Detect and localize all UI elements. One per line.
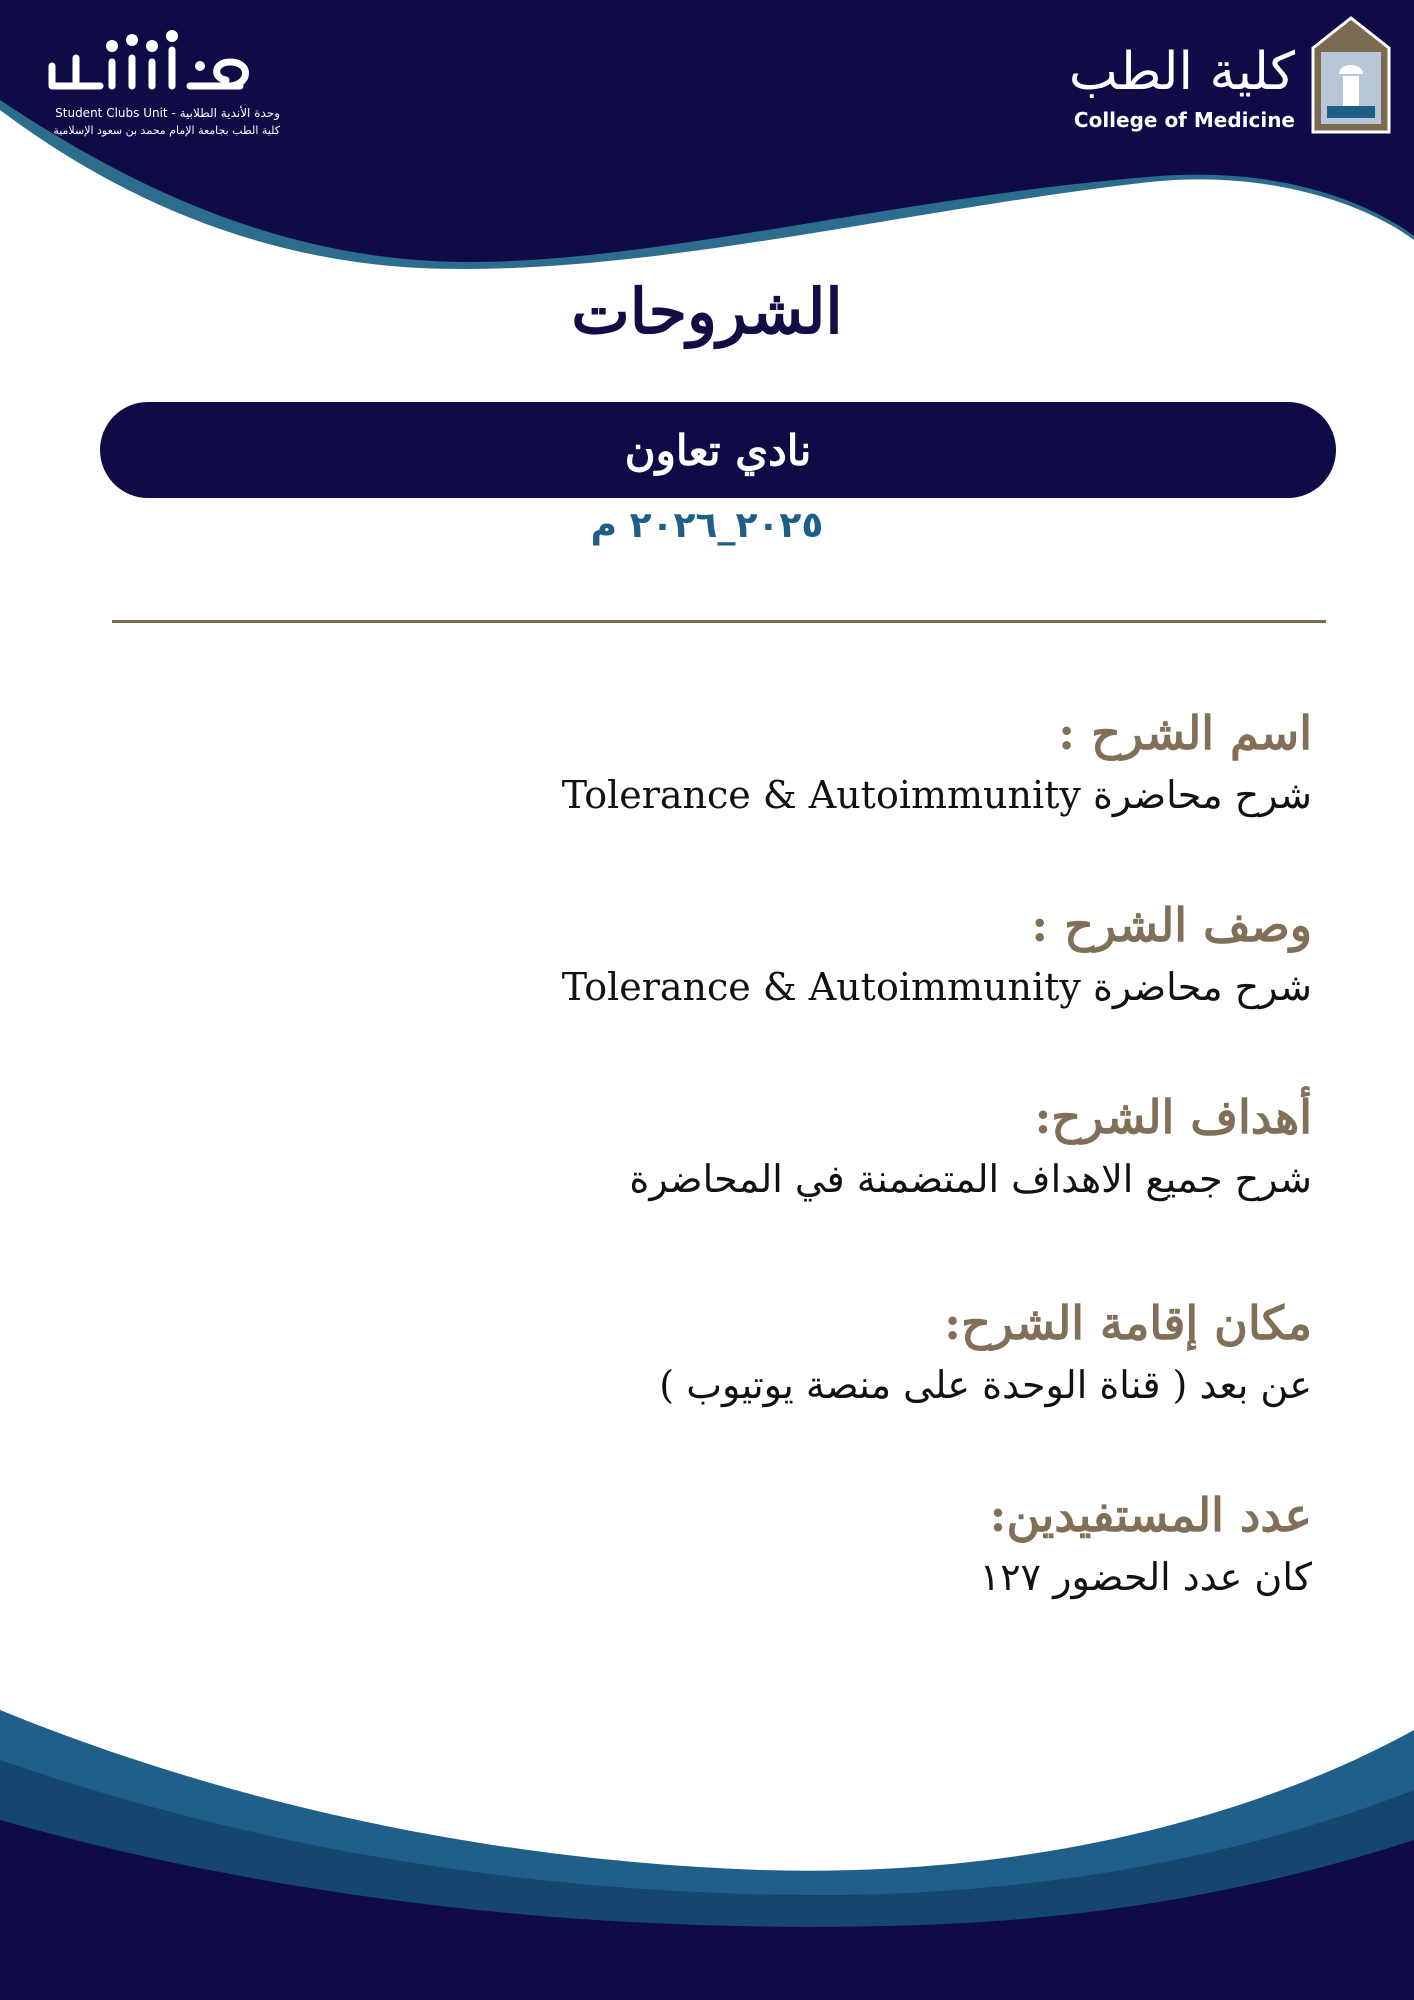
- section-value: عن بعد ( قناة الوحدة على منصة يوتيوب ): [659, 1362, 1312, 1407]
- section-description: [212, 900, 1312, 1010]
- clubs-unit-line1: Student Clubs Unit - وحدة الأندية الطلابية: [55, 106, 280, 120]
- college-logo: [1068, 14, 1395, 139]
- club-name-banner: [100, 402, 1336, 498]
- clubs-unit-logo: [40, 18, 280, 143]
- section-label: عدد المستفيدين:: [989, 1488, 1312, 1542]
- clubs-logo-mark-icon: [40, 18, 270, 98]
- section-label: وصف الشرح :: [1031, 898, 1312, 952]
- clubs-unit-line2: كلية الطب بجامعة الإمام محمد بن سعود الإسلامية: [53, 124, 280, 137]
- university-emblem-icon: [1307, 14, 1395, 136]
- section-label: أهداف الشرح:: [1034, 1090, 1312, 1144]
- section-value: شرح جميع الاهداف المتضمنة في المحاضرة: [629, 1156, 1312, 1201]
- section-value: كان عدد الحضور ١٢٧: [979, 1554, 1312, 1599]
- club-name: نادي تعاون: [624, 425, 812, 475]
- section-value: شرح محاضرة Tolerance & Autoimmunity: [561, 964, 1312, 1009]
- section-location: [212, 1298, 1312, 1408]
- college-name-en: College of Medicine: [1073, 108, 1295, 132]
- section-value: شرح محاضرة Tolerance & Autoimmunity: [561, 772, 1312, 817]
- page-title: الشروحات: [571, 275, 843, 348]
- section-name: [212, 708, 1312, 818]
- section-label: اسم الشرح :: [1058, 706, 1312, 760]
- academic-year: ٢٠٢٥_٢٠٢٦ م: [590, 505, 824, 546]
- divider: [112, 620, 1326, 623]
- section-label: مكان إقامة الشرح:: [944, 1296, 1312, 1350]
- college-name-ar: كلية الطب: [1068, 42, 1295, 102]
- section-goals: [212, 1092, 1312, 1202]
- section-beneficiaries: [212, 1490, 1312, 1600]
